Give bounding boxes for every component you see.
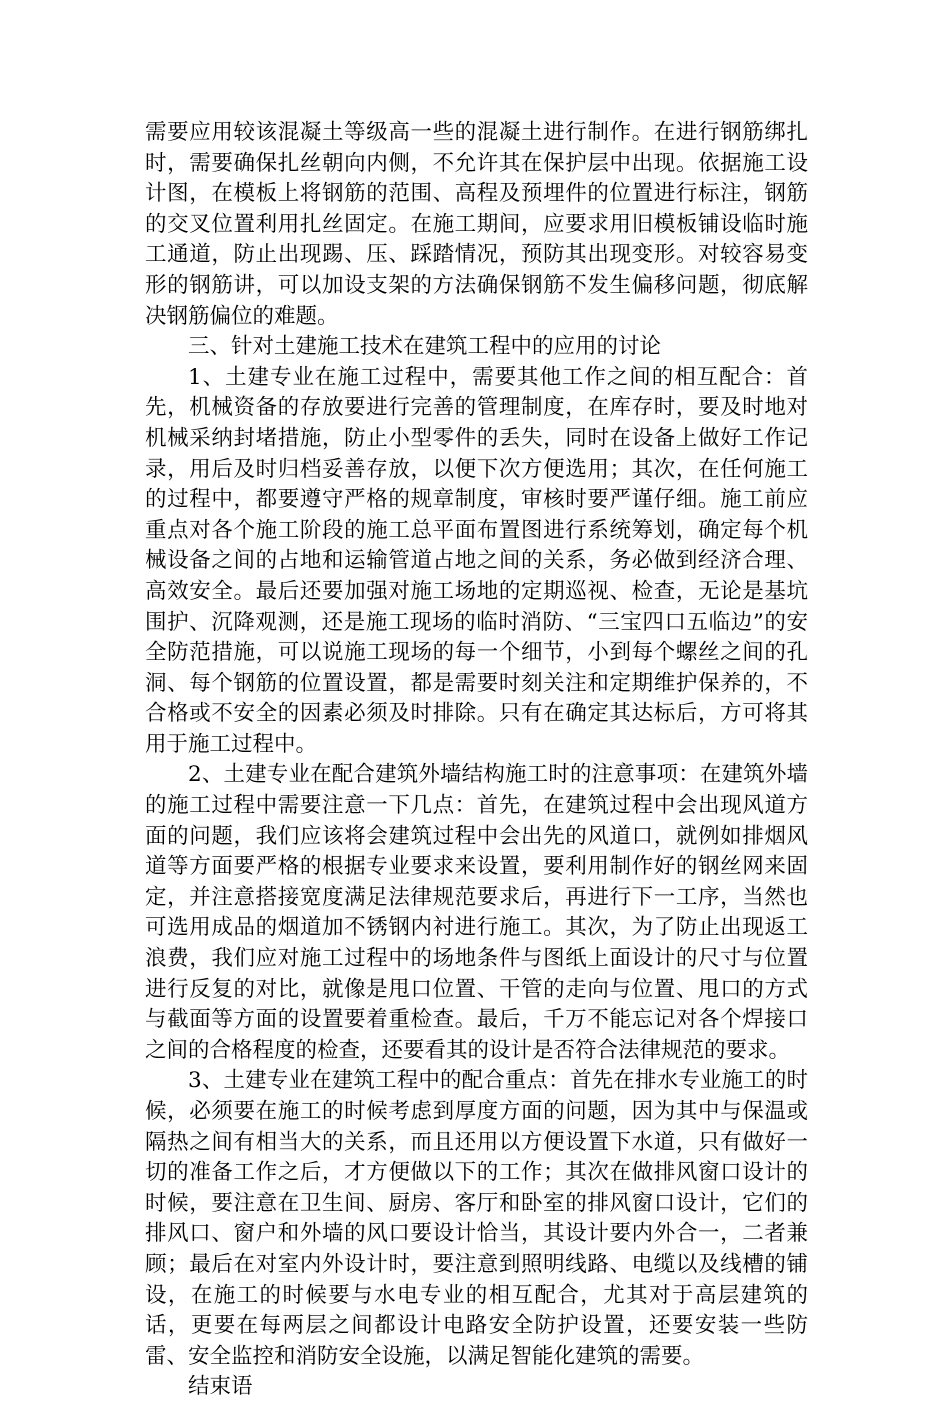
section-heading-3: 三、针对土建施工技术在建筑工程中的应用的讨论 <box>188 334 662 360</box>
document-page <box>145 118 808 1403</box>
paragraph-item-1: 1、土建专业在施工过程中，需要其他工作之间的相互配合：首先，机械资备的存放要进行完善的管理制度，在库存时，要及时地对机械采纳封堵措施，防止小型零件的丢失，同时在设备上做好工作记录，用后及时归档妥善存放，以便下次方便选用；其次，在任何施工的过程中，都要遵守严格的规章制度，审核时要严谨仔细。施工前应重点对各个施工阶段的施工总平面布置图进行系统筹划，确定每个机械设备之间的占地和运输管道占地之间的关系，务必做到经济合理、高效安全。最后还要加强对施工场地的定期巡视、检查，无论是基坑围护、沉降观测，还是施工现场的临时消防、“三宝四口五临边”的安全防范措施，可以说施工现场的每一个细节，小到每个螺丝之间的孔洞、每个钢筋的位置设置，都是需要时刻关注和定期维护保养的，不合格或不安全的因素必须及时排除。只有在确定其达标后，方可将其用于施工过程中。 <box>145 364 808 757</box>
conclusion-heading: 结束语 <box>188 1374 253 1400</box>
paragraph-item-3: 3、土建专业在建筑工程中的配合重点：首先在排水专业施工的时候，必须要在施工的时候考虑到厚度方面的问题，因为其中与保温或隔热之间有相当大的关系，而且还用以方便设置下水道，只有做好一切的准备工作之后，才方便做以下的工作；其次在做排风窗口设计的时候，要注意在卫生间、厨房、客厅和卧室的排风窗口设计，它们的排风口、窗户和外墙的风口要设计恰当，其设计要内外合一，二者兼顾；最后在对室内外设计时，要注意到照明线路、电缆以及线槽的铺设，在施工的时候要与水电专业的相互配合，尤其对于高层建筑的话，更要在每两层之间都设计电路安全防护设置，还要安装一些防雷、安全监控和消防安全设施，以满足智能化建筑的需要。 <box>145 1068 808 1369</box>
paragraph-item-2: 2、土建专业在配合建筑外墙结构施工时的注意事项：在建筑外墙的施工过程中需要注意一下几点：首先，在建筑过程中会出现风道方面的问题，我们应该将会建筑过程中会出先的风道口，就例如排烟风道等方面要严格的根据专业要求来设置，要利用制作好的钢丝网来固定，并注意搭接宽度满足法律规范要求后，再进行下一工序，当然也可选用成品的烟道加不锈钢内衬进行施工。其次，为了防止出现返工浪费，我们应对施工过程中的场地条件与图纸上面设计的尺寸与位置进行反复的对比，就像是甩口位置、干管的走向与位置、甩口的方式与截面等方面的设置要着重检查。最后，千万不能忘记对各个焊接口之间的合格程度的检查，还要看其的设计是否符合法律规范的要求。 <box>145 762 808 1063</box>
paragraph-continuation: 需要应用较该混凝土等级高一些的混凝土进行制作。在进行钢筋绑扎时，需要确保扎丝朝向内侧，不允许其在保护层中出现。依据施工设计图，在模板上将钢筋的范围、高程及预埋件的位置进行标注，钢筋的交叉位置利用扎丝固定。在施工期间，应要求用旧模板铺设临时施工通道，防止出现踢、压、踩踏情况，预防其出现变形。对较容易变形的钢筋讲，可以加设支架的方法确保钢筋不发生偏移问题，彻底解决钢筋偏位的难题。 <box>145 120 808 329</box>
